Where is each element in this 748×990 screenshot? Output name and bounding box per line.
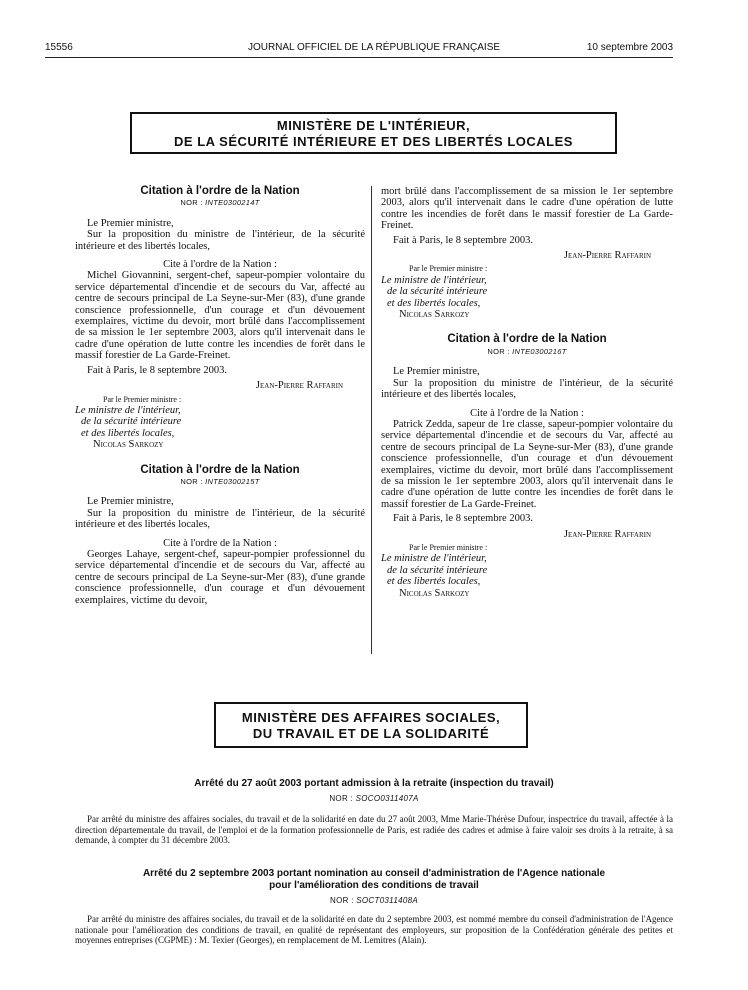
arrete-2-nor: NOR : SOCT0311408A xyxy=(330,896,418,905)
journal-title: JOURNAL OFFICIEL DE LA RÉPUBLIQUE FRANÇAISE xyxy=(247,42,501,53)
citation-1-p5: Fait à Paris, le 8 septembre 2003. xyxy=(87,364,227,376)
arrete-2-body xyxy=(75,914,673,946)
arrete-2-title-line1: Arrêté du 2 septembre 2003 portant nomination au conseil d'administration de l'Agence nationale xyxy=(142,868,606,879)
citation-1-signature: Jean-Pierre Raffarin xyxy=(255,380,343,392)
citation-2-nor: NOR : INTE0300215T xyxy=(180,476,260,486)
citation-2-p3: Cite à l'ordre de la Nation : xyxy=(163,537,277,549)
right-column xyxy=(381,186,673,599)
citation-1-nor: NOR : INTE0300214T xyxy=(180,198,260,208)
citation-1-minister1: Le ministre de l'intérieur, xyxy=(75,404,181,416)
ministry-social-line1: MINISTÈRE DES AFFAIRES SOCIALES, xyxy=(241,710,501,725)
citation-3-p3: Cite à l'ordre de la Nation : xyxy=(470,407,584,419)
arrete-2-text: Par arrêté du ministre des affaires sociales, du travail et de la solidarité en date du 2 septembre 2003, est nommé membre du conseil d'administration de l'Agence nationale pour l'amélioration des conditions de travail, en qualité de représentant des employeurs, sur proposition de la Confédération générale des petites et moyennes entreprises (CGPME) : M. Texier (Georges), en remplacement de M. Lemitres (Alain). xyxy=(75,914,673,945)
arrete-1-text: Par arrêté du ministre des affaires sociales, du travail et de la solidarité en date du 27 août 2003, Mme Marie-Thérèse Dufour, inspectrice du travail, affectée à la direction départementale du travail, de l'emploi et de la formation professionnelle de Paris, est radiée des cadres et admise à faire valoir ses droits à la retraite, à sa demande, à compter du 31 décembre 2003. xyxy=(75,814,673,845)
citation-3-minister3: et des libertés locales, xyxy=(387,576,481,588)
arrete-1-body xyxy=(75,814,673,846)
citation-2-p4: Georges Lahaye, sergent-chef, sapeur-pompier professionnel du service départemental d'incendie et de secours du Var, affecté au centre de secours principal de La Seyne-sur-Mer (83), d'une grande conscience professionnelle, d'un courage et d'un dévouement exemplaires, victime du devoir, xyxy=(75,548,365,606)
citation-3-par: Par le Premier ministre : xyxy=(409,542,488,552)
citation-2-p2: Sur la proposition du ministre de l'intérieur, de la sécurité intérieure et des libertés locales, xyxy=(75,507,365,531)
ministry-interior-line2: DE LA SÉCURITÉ INTÉRIEURE ET DES LIBERTÉS LOCALES xyxy=(174,134,573,149)
citation-2-minister3: et des libertés locales, xyxy=(387,297,481,309)
page-number: 15556 xyxy=(45,42,73,53)
citation-1-par: Par le Premier ministre : xyxy=(103,394,182,404)
arrete-2-title-line2: pour l'amélioration des conditions de travail xyxy=(269,879,479,891)
citation-3-signature: Jean-Pierre Raffarin xyxy=(563,528,651,540)
ministry-social-line2: DU TRAVAIL ET DE LA SOLIDARITÉ xyxy=(252,726,490,741)
ministry-interior-line1: MINISTÈRE DE L'INTÉRIEUR, xyxy=(276,118,471,133)
citation-1-p2: Sur la proposition du ministre de l'intérieur, de la sécurité intérieure et des libertés locales, xyxy=(75,229,365,252)
citation-2-p4-continued: mort brûlé dans l'accomplissement de sa mission le 1er septembre 2003, alors qu'il intervenait dans le cadre d'une opération de lutte contre les incendies de forêt dans le massif forestier de La Garde-Freinet. xyxy=(381,186,673,232)
citation-2-title: Citation à l'ordre de la Nation xyxy=(140,463,300,476)
citation-1-p1: Le Premier ministre, xyxy=(87,217,174,229)
citation-2-minister1: Le ministre de l'intérieur, xyxy=(381,274,487,286)
citation-1-p4: Michel Giovannini, sergent-chef, sapeur-pompier volontaire du service départemental d'incendie et de secours du Var, affecté au centre de secours principal de La Seyne-sur-Mer (83), d'une grande conscience professionnelle, d'un courage et d'un dévouement exemplaires, victime du devoir, mort brûlé dans l'accomplissement de sa mission le 1er septembre 2003, alors qu'il intervenait dans le cadre d'une opération de lutte contre les incendies de forêt dans le massif forestier de La Garde-Freinet. xyxy=(75,270,365,362)
citation-3-minister1: Le ministre de l'intérieur, xyxy=(381,553,487,565)
citation-2-p5: Fait à Paris, le 8 septembre 2003. xyxy=(393,234,533,246)
citation-2-signature: Jean-Pierre Raffarin xyxy=(563,250,651,262)
citation-3-p1: Le Premier ministre, xyxy=(393,366,480,378)
citation-3-p2: Sur la proposition du ministre de l'intérieur, de la sécurité intérieure et des libertés locales, xyxy=(381,377,673,401)
citation-1-minister2: de la sécurité intérieure xyxy=(81,416,182,428)
citation-3-title: Citation à l'ordre de la Nation xyxy=(447,333,607,346)
column-divider xyxy=(371,186,372,654)
citation-3-minister2: de la sécurité intérieure xyxy=(387,564,488,576)
arrete-1-nor: NOR : SOCO0311407A xyxy=(329,794,419,803)
citation-3-nor: NOR : INTE0300216T xyxy=(487,346,567,356)
ministry-interior-box xyxy=(130,112,617,154)
issue-date: 10 septembre 2003 xyxy=(586,42,673,53)
citation-2-par: Par le Premier ministre : xyxy=(409,264,488,274)
citation-2-minister-name: Nicolas Sarkozy xyxy=(399,309,470,321)
left-column xyxy=(75,186,365,606)
citation-1-minister-name: Nicolas Sarkozy xyxy=(93,439,164,451)
citation-1-p3: Cite à l'ordre de la Nation : xyxy=(163,259,277,271)
ministry-social-affairs-box xyxy=(214,702,528,748)
citation-2-p1: Le Premier ministre, xyxy=(87,496,174,508)
header-rule xyxy=(45,57,673,58)
citation-3-minister-name: Nicolas Sarkozy xyxy=(399,587,470,599)
citation-1-title: Citation à l'ordre de la Nation xyxy=(140,185,300,197)
arrete-2-title xyxy=(75,868,673,891)
arrete-1-title: Arrêté du 27 août 2003 portant admission à la retraite (inspection du travail) xyxy=(194,778,554,789)
citation-2-minister2: de la sécurité intérieure xyxy=(387,286,488,298)
citation-1-minister3: et des libertés locales, xyxy=(81,427,175,439)
citation-3-p5: Fait à Paris, le 8 septembre 2003. xyxy=(393,513,533,525)
citation-3-p4: Patrick Zedda, sapeur de 1re classe, sapeur-pompier volontaire du service départemental d'incendie et de secours du Var, affecté au centre de secours principal de La Seyne-sur-Mer (83), d'une grande conscience professionnelle, d'un courage et d'un dévouement exemplaires, victime du devoir, mort brûlé dans l'accomplissement de sa mission le 1er septembre 2003, alors qu'il intervenait dans le cadre d'une opération de lutte contre les incendies de forêt dans le massif forestier de La Garde-Freinet. xyxy=(381,418,673,510)
